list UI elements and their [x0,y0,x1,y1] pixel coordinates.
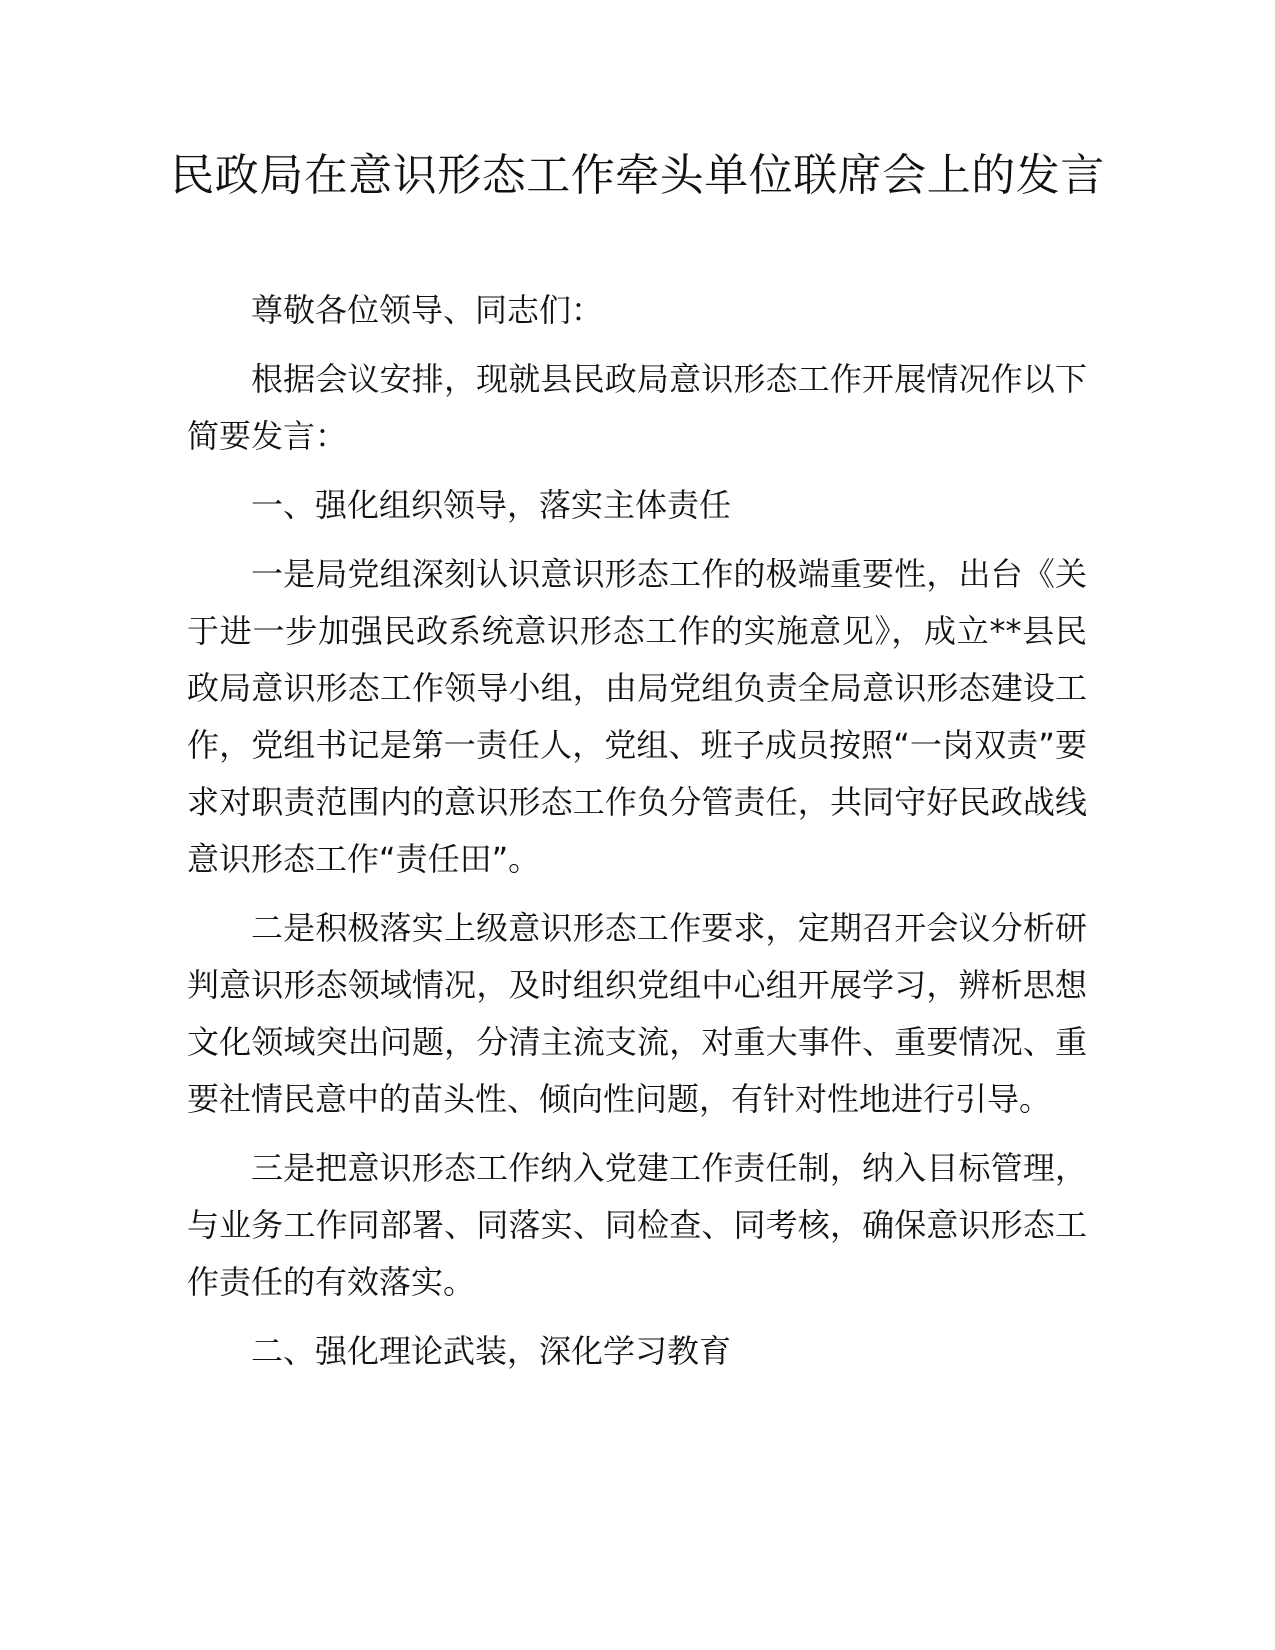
section-heading-2: 二、强化理论武装，深化学习教育 [251,1332,732,1370]
document-title: 民政局在意识形态工作牵头单位联席会上的发言 [170,150,1105,201]
body-paragraph-2: 二是积极落实上级意识形态工作要求，定期召开会议分析研判意识形态领域情况，及时组织党组中心组开展学习，辨析思想文化领域突出问题，分清主流支流，对重大事件、重要情况、重要社情民意中的苗头性、倾向性问题，有针对性地进行引导。 [187,909,1087,1118]
body-paragraph-1: 一是局党组深刻认识意识形态工作的极端重要性，出台《关于进一步加强民政系统意识形态工作的实施意见》，成立**县民政局意识形态工作领导小组，由局党组负责全局意识形态建设工作，党组书记是第一责任人，党组、班子成员按照“一岗双责”要求对职责范围内的意识形态工作负分管责任，共同守好民政战线意识形态工作“责任田”。 [187,555,1087,878]
intro-paragraph: 根据会议安排，现就县民政局意识形态工作开展情况作以下简要发言： [187,360,1087,455]
document-body [187,282,1087,1392]
salutation: 尊敬各位领导、同志们： [251,291,604,329]
section-heading-1: 一、强化组织领导，落实主体责任 [251,486,732,524]
body-paragraph-3: 三是把意识形态工作纳入党建工作责任制，纳入目标管理，与业务工作同部署、同落实、同检查、同考核，确保意识形态工作责任的有效落实。 [187,1149,1087,1301]
